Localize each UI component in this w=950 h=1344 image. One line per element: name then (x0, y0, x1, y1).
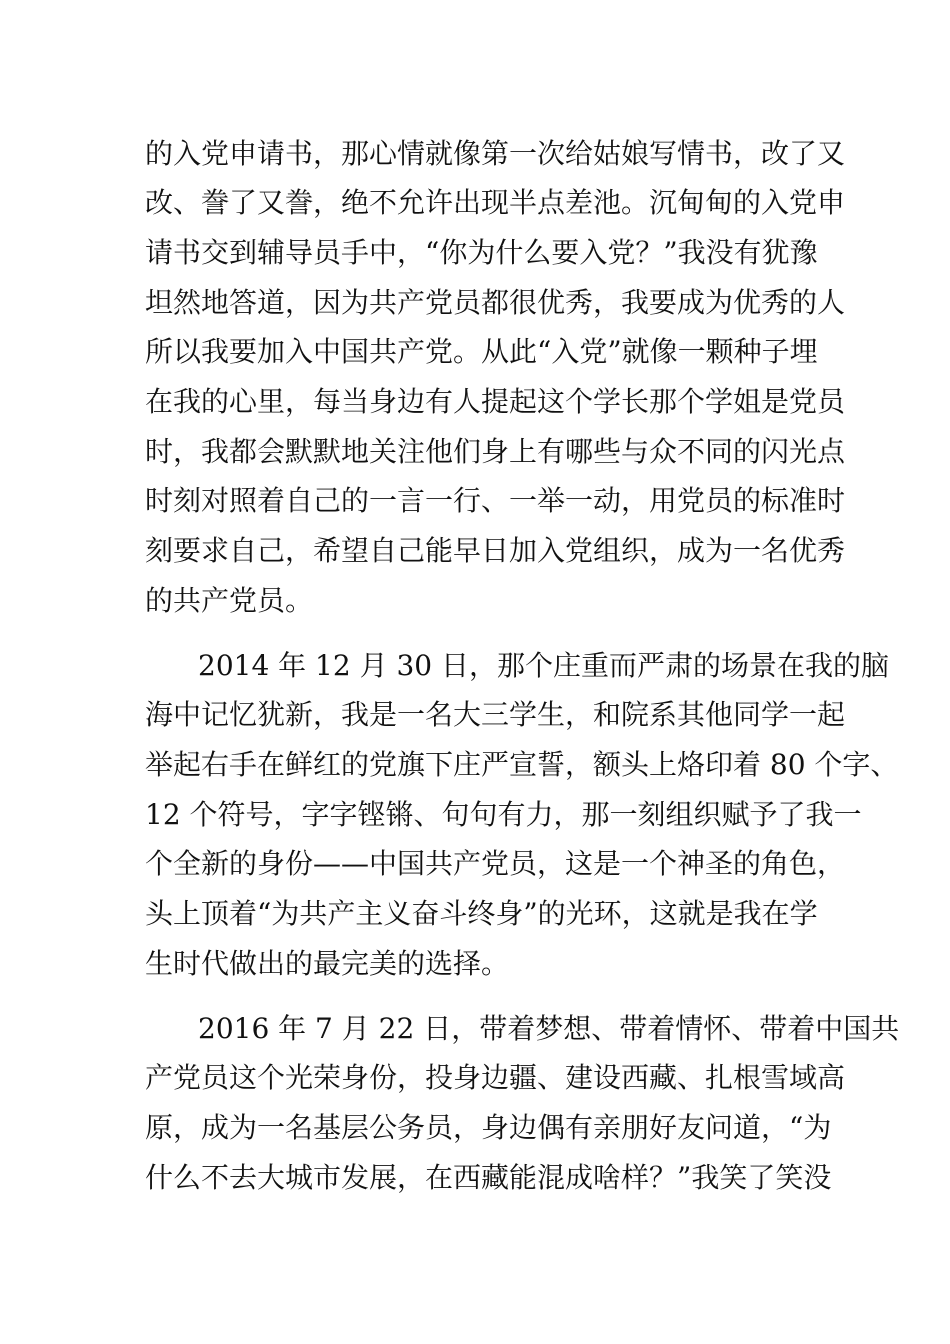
text-line: 坦然地答道，因为共产党员都很优秀，我要成为优秀的人 (145, 286, 846, 319)
text-line: 举起右手在鲜红的党旗下庄严宣誓，额头上烙印着 80 个字、 (145, 748, 899, 781)
text-line: 什么不去大城市发展，在西藏能混成啥样？”我笑了笑没 (145, 1161, 832, 1194)
text-line: 改、誊了又誊，绝不允许出现半点差池。沉甸甸的入党申 (145, 186, 846, 219)
text-line: 海中记忆犹新，我是一名大三学生，和院系其他同学一起 (145, 698, 846, 731)
text-line: 生时代做出的最完美的选择。 (145, 947, 510, 980)
text-line: 产党员这个光荣身份，投身边疆、建设西藏、扎根雪域高 (145, 1061, 846, 1094)
text-line: 头上顶着“为共产主义奋斗终身”的光环，这就是我在学 (145, 897, 818, 930)
text-line: 2014 年 12 月 30 日，那个庄重而严肃的场景在我的脑 (198, 649, 890, 682)
text-line: 刻要求自己，希望自己能早日加入党组织，成为一名优秀 (145, 534, 846, 567)
text-line: 的入党申请书，那心情就像第一次给姑娘写情书，改了又 (145, 137, 846, 170)
text-line: 的共产党员。 (145, 584, 314, 617)
text-line: 原，成为一名基层公务员，身边偶有亲朋好友问道，“为 (145, 1111, 832, 1144)
text-line: 12 个符号，字字铿锵、句句有力，那一刻组织赋予了我一 (145, 798, 862, 831)
text-line: 所以我要加入中国共产党。从此“入党”就像一颗种子埋 (145, 335, 818, 368)
text-line: 时刻对照着自己的一言一行、一举一动，用党员的标准时 (145, 484, 846, 517)
text-line: 请书交到辅导员手中，“你为什么要入党？”我没有犹豫 (145, 236, 818, 269)
text-line: 时，我都会默默地关注他们身上有哪些与众不同的闪光点 (145, 435, 846, 468)
text-line: 在我的心里，每当身边有人提起这个学长那个学姐是党员 (145, 385, 846, 418)
text-line: 2016 年 7 月 22 日，带着梦想、带着情怀、带着中国共 (198, 1012, 900, 1045)
text-line: 个全新的身份——中国共产党员，这是一个神圣的角色， (145, 847, 846, 880)
